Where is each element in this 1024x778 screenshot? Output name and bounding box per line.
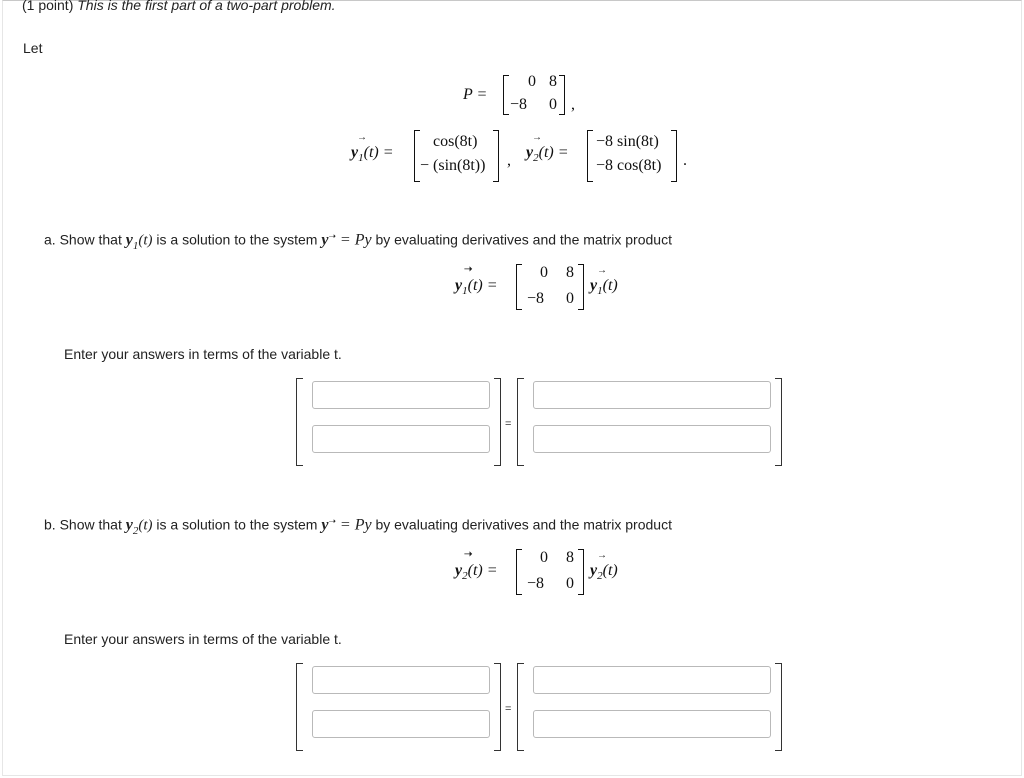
part-b-lhs-right-bracket — [494, 663, 501, 751]
part-a-m21: −8 — [527, 290, 545, 307]
header-text: This is the first part of a two-part problem. — [77, 0, 336, 13]
part-b-equation-rhs: $y_2(t)$ — [590, 562, 618, 582]
part-a-rhs-left-bracket — [517, 378, 524, 466]
y2-left-bracket — [587, 130, 593, 182]
y1-entry-2: − (sin(8t)) — [420, 157, 486, 174]
p-m12: 8 — [549, 73, 557, 90]
problem-header — [22, 0, 336, 13]
part-a-m22: 0 — [566, 290, 574, 307]
part-b-rhs-input-1[interactable] — [533, 666, 771, 694]
part-b-prompt: b. Show that $y_2(t)$ is a solution to the system y➝ = Py by evaluating derivatives and the matrix product — [44, 516, 672, 537]
part-b-rhs-input-2[interactable] — [533, 710, 771, 738]
part-a-rhs-input-1[interactable] — [533, 381, 771, 409]
part-b-lhs-input-2[interactable] — [312, 710, 490, 738]
part-a-prompt: a. Show that $y_1(t)$ is a solution to the system y➝ = Py by evaluating derivatives and the matrix product — [44, 231, 672, 252]
p-label: P = — [463, 86, 488, 103]
p-matrix-left-bracket — [503, 75, 509, 115]
intro-text: Let — [23, 40, 43, 56]
part-b-rhs-right-bracket — [775, 663, 782, 751]
part-b-rhs-left-bracket — [517, 663, 524, 751]
part-a-equation-rhs: $y_1(t)$ — [590, 277, 618, 297]
part-b-instructions: Enter your answers in terms of the variable t. — [64, 631, 342, 647]
part-a-m11: 0 — [540, 264, 548, 281]
part-a-lhs-right-bracket — [494, 378, 501, 466]
y2-label: $y_2(t)$ = — [526, 144, 569, 164]
part-b-m21: −8 — [527, 575, 545, 592]
y1-entry-1: cos(8t) — [433, 133, 478, 150]
y2-entry-1: −8 sin(8t) — [596, 133, 659, 150]
part-a-lhs-input-1[interactable] — [312, 381, 490, 409]
part-a-instructions: Enter your answers in terms of the variable t. — [64, 346, 342, 362]
part-b-m22: 0 — [566, 575, 574, 592]
y1-right-bracket — [493, 130, 499, 182]
part-a-equals: = — [505, 418, 512, 430]
p-matrix-right-bracket — [559, 75, 565, 115]
part-a-rhs-input-2[interactable] — [533, 425, 771, 453]
part-a-lhs-input-2[interactable] — [312, 425, 490, 453]
part-a-lhs-left-bracket — [296, 378, 303, 466]
part-a-matrix-right-bracket — [578, 264, 584, 310]
y2-entry-2: −8 cos(8t) — [596, 157, 662, 174]
problem-frame — [2, 0, 1022, 776]
y1-vector-arrow-icon: → — [357, 132, 367, 143]
part-a-derivative-arrow-icon: ➝ — [464, 264, 473, 275]
part-a-equation-lhs: $y_1(t)$ = — [455, 277, 498, 297]
part-b-derivative-arrow-icon: ➝ — [464, 549, 473, 560]
part-b-lhs-input-1[interactable] — [312, 666, 490, 694]
part-a-m12: 8 — [566, 264, 574, 281]
y2-period: . — [683, 152, 687, 169]
part-b-equation-lhs: $y_2(t)$ = — [455, 562, 498, 582]
part-a-matrix-left-bracket — [516, 264, 522, 310]
points-label: (1 point) — [22, 0, 74, 13]
p-m11: 0 — [528, 73, 536, 90]
p-comma: , — [571, 96, 575, 113]
part-b-m12: 8 — [566, 549, 574, 566]
part-b-matrix-left-bracket — [516, 549, 522, 595]
part-a-rhs-right-bracket — [775, 378, 782, 466]
part-b-matrix-right-bracket — [578, 549, 584, 595]
y1-comma: , — [507, 152, 511, 169]
p-m22: 0 — [549, 96, 557, 113]
y1-label: $y_1(t)$ = — [351, 144, 394, 164]
part-b-m11: 0 — [540, 549, 548, 566]
p-m21: −8 — [510, 96, 528, 113]
part-b-lhs-left-bracket — [296, 663, 303, 751]
part-a-vector-arrow-icon: → — [597, 265, 607, 276]
y2-right-bracket — [671, 130, 677, 182]
y2-vector-arrow-icon: → — [532, 132, 542, 143]
part-b-vector-arrow-icon: → — [597, 550, 607, 561]
part-b-equals: = — [505, 703, 512, 715]
